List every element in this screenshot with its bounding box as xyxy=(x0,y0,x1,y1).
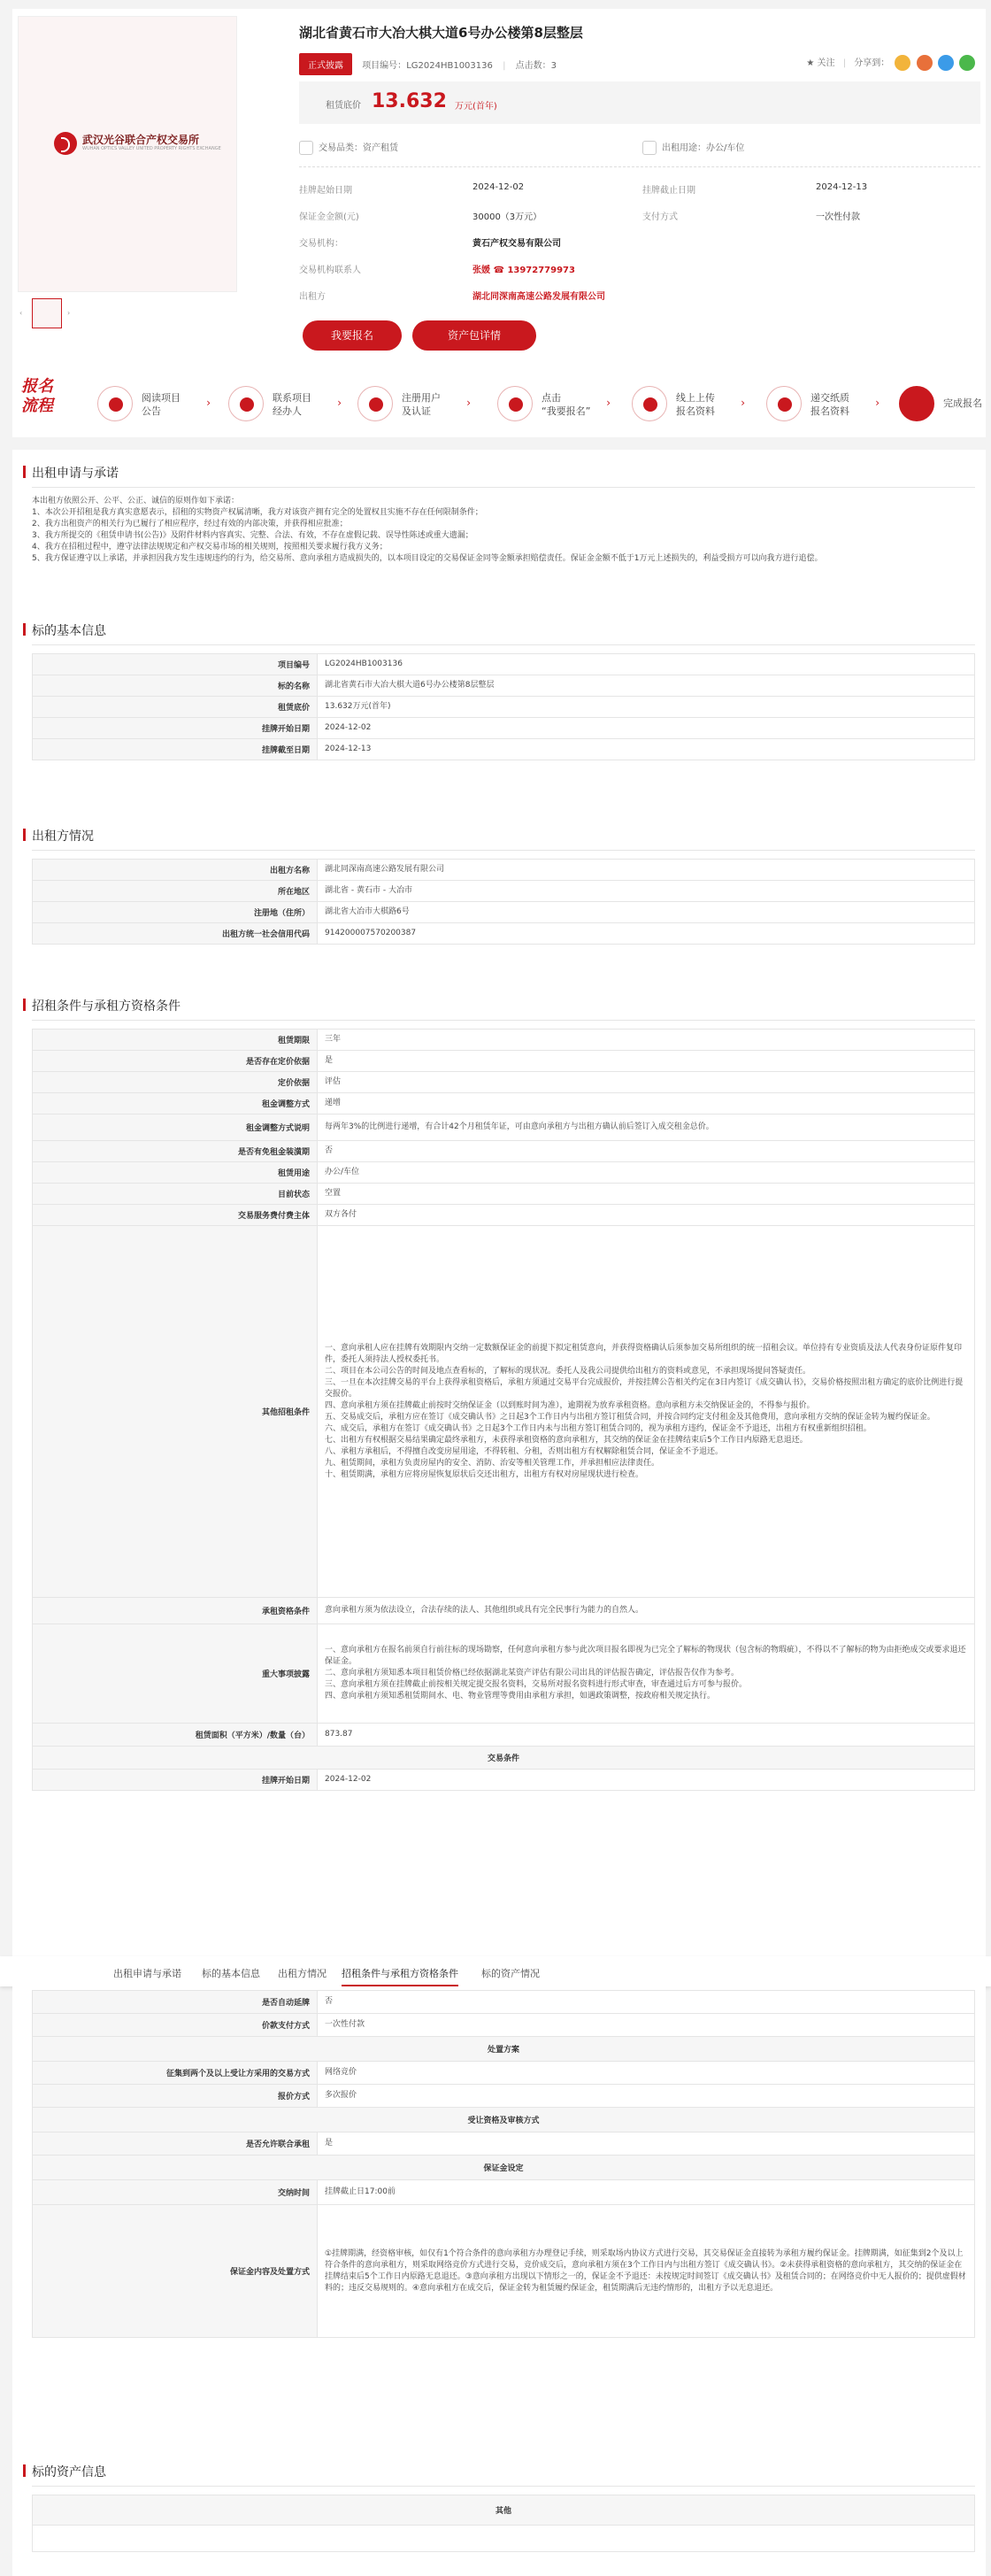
row-value: 一、意向承租人应在挂牌有效期限内交纳一定数额保证金的前提下拟定租赁意向，并获得资格确认后须参加交易所组织的统一招租会议。单位持有专业资质及法人代表身份证原件复印件，委托人须持法人授权委托书。 二、项目在本公司公告的时间及地点查看标的，了解标的现状况。委托人及我公司提供给出租方的资料或意见，不承担现场提问答疑责任。 三、一旦在本次挂牌交易的平台上获得承租资格后，承租方须通过交易平台完成报价，并按挂牌公告相关约定在3日内签订《成交确认书》，交易价格按照出租方确定的底价比例进行提交报价。 四、意向承租方须在挂牌截止前按时交纳保证金（以到账时间为准），逾期视为放弃承租资格。意向承租方未交纳保证金的，不得参与报价。 五、交易成交后，承租方应在签订《成交确认书》之日起3个工作日内与出租方签订租赁合同，并按合同约定支付租金及其他费用，意向承租方交纳的保证金转为履约保证金。 六、成交后，承租方在签订《成交确认书》之日起3个工作日内未与出租方签订租赁合同的，视为承租方违约，保证金不予退还，出租方有权重新组织招租。 七、出租方有权根据交易结果确定最终承租方，未获得承租资格的意向承租方，其交纳的保证金在挂牌结束后5个工作日内原路无息退还。 八、承租方承租后，不得擅自改变房屋用途，不得转租、分租，否则出租方有权解除租赁合同，保证金不予退还。 九、租赁期间，承租方负责房屋内的安全、消防、治安等相关管理工作，并承担相应法律责任。 十、租赁期满，承租方应将房屋恢复原状后交还出租方，出租方有权对房屋现状进行检查。 xyxy=(318,1226,975,1598)
table-row xyxy=(33,2156,975,2180)
divider xyxy=(32,2486,975,2487)
row-value: 湖北同深南高速公路发展有限公司 xyxy=(318,860,975,881)
exchange-logo-icon xyxy=(54,132,77,155)
listing-card xyxy=(12,9,986,372)
meta-line: 正式披露 项目编号：LG2024HB1003136 | 点击数：3 xyxy=(299,53,557,75)
table-row xyxy=(33,739,975,760)
flow-step-contact xyxy=(228,386,342,421)
row-value: 否 xyxy=(318,1141,975,1162)
lessor-heading: 出租方情况 xyxy=(32,827,94,845)
row-value: 空置 xyxy=(318,1184,975,1205)
row-value: 873.87 xyxy=(318,1724,975,1747)
row-value: 网络竞价 xyxy=(318,2062,975,2085)
table-row xyxy=(33,2062,975,2085)
check-icon xyxy=(899,386,934,421)
deposit-header: 保证金设定 xyxy=(33,2156,975,2180)
basic-info-table xyxy=(32,653,975,760)
click-icon xyxy=(497,386,533,421)
asset-section xyxy=(12,2381,986,2576)
registration-flow xyxy=(12,368,986,437)
contact-value xyxy=(472,262,575,275)
payment-label: 支付方式 xyxy=(642,212,678,222)
flow-step-register xyxy=(357,386,471,421)
table-row xyxy=(33,1598,975,1624)
row-value: 每两年3%的比例进行递增，有合计42个月租赁年证，可由意向承租方与出租方确认前后签订入成交租金总价。 xyxy=(318,1114,975,1141)
basic-info-section xyxy=(12,616,986,802)
row-key: 价款支付方式 xyxy=(33,2014,318,2037)
row-value: 湖北省 - 黄石市 - 大冶市 xyxy=(318,881,975,902)
row-key: 注册地（住所） xyxy=(33,902,318,923)
table-row xyxy=(33,2180,975,2205)
table-row xyxy=(33,2526,975,2552)
exchange-logo-name: 武汉光谷联合产权交易所 xyxy=(82,134,200,146)
row-value: 一、意向承租方在报名前须自行前往标的现场勘察，任何意向承租方参与此次项目报名即视为已完全了解标的物现状（包含标的物瑕疵），不得以不了解标的物为由拒绝成交或要求退还保证金。 二、意向承租方须知悉本项目租赁价格已经依据湖北某资产评估有限公司出具的评估报告确定，评估报告仅作为参考。 三、意向承租方须在挂牌截止前按相关规定提交报名资料，交易所对报名资料进行形式审查，审查通过后方可参与报价。 四、意向承租方须知悉租赁期间水、电、物业管理等费用由承租方承担，如遇政策调整，按政府相关规定执行。 xyxy=(318,1624,975,1724)
row-key: 挂牌开始日期 xyxy=(33,1770,318,1791)
share-tools: ★ 关注 | 分享到： xyxy=(806,55,975,71)
chevron-right-icon: › xyxy=(206,397,211,409)
table-row xyxy=(33,2014,975,2037)
page-title: 湖北省黄石市大冶大棋大道6号办公楼第8层整层 xyxy=(299,25,583,41)
commitment-item: 3、我方所提交的《租赁申请书(公告)》及附件材料内容真实、完整、合法、有效，不存在虚假记载、误导性陈述或重大遗漏； xyxy=(32,531,473,540)
row-key: 租金调整方式 xyxy=(33,1093,318,1114)
table-row xyxy=(33,718,975,739)
row-value: 挂牌截止日17:00前 xyxy=(318,2180,975,2205)
row-value: 13.632万元(首年) xyxy=(318,697,975,718)
row-key: 标的名称 xyxy=(33,675,318,697)
weibo-icon[interactable] xyxy=(917,55,933,71)
use-icon xyxy=(642,141,657,155)
table-row xyxy=(33,1226,975,1598)
row-key: 交纳时间 xyxy=(33,2180,318,2205)
step-3-line-2: 及认证 xyxy=(402,405,431,417)
row-key: 出租方统一社会信用代码 xyxy=(33,923,318,945)
category xyxy=(299,140,398,155)
qq-icon[interactable] xyxy=(938,55,954,71)
commitment-item: 1、本次公开招租是我方真实意愿表示，招租的实物资产权属清晰，我方对该资产拥有完全的处置权且实施不存在任何限制条件； xyxy=(32,508,483,517)
tab-asset[interactable]: 标的资产情况 xyxy=(481,1968,540,1979)
step-7-line-1: 完成报名 xyxy=(943,397,982,409)
qzone-icon[interactable] xyxy=(895,55,910,71)
eye-icon xyxy=(97,386,133,421)
tab-basic-info[interactable]: 标的基本信息 xyxy=(202,1968,260,1979)
document-icon xyxy=(766,386,802,421)
step-5-line-2: 报名资料 xyxy=(676,405,715,417)
row-key: 是否允许联合承租 xyxy=(33,2133,318,2156)
table-row xyxy=(33,1184,975,1205)
lessor-table xyxy=(32,859,975,945)
chevron-right-icon: › xyxy=(875,397,880,409)
row-key: 租赁面积（平方米）/数量（台） xyxy=(33,1724,318,1747)
project-no-label: 项目编号： xyxy=(362,61,407,71)
disposal-header: 处置方案 xyxy=(33,2037,975,2062)
basic-info-heading: 标的基本信息 xyxy=(32,621,106,639)
asset-heading: 标的资产信息 xyxy=(32,2463,106,2480)
trading-table xyxy=(32,1990,975,2338)
row-value: 914200007570200387 xyxy=(318,923,975,945)
divider xyxy=(32,487,975,488)
table-row xyxy=(33,860,975,881)
table-row xyxy=(33,1162,975,1184)
step-4-line-2: “我要报名” xyxy=(542,405,591,417)
prev-arrow-icon[interactable]: ‹ xyxy=(19,309,23,317)
conditions-heading: 招租条件与承租方资格条件 xyxy=(32,997,181,1014)
trading-conditions-header: 交易条件 xyxy=(33,1747,975,1770)
price-unit: 万元(首年) xyxy=(455,102,497,112)
commitment-heading: 出租申请与承诺 xyxy=(32,464,119,482)
phone-icon xyxy=(228,386,264,421)
row-value: 2024-12-02 xyxy=(318,718,975,739)
row-key: 是否自动延牌 xyxy=(33,1991,318,2014)
flow-step-submit-paper xyxy=(766,386,880,421)
table-row xyxy=(33,1991,975,2014)
lessor-section xyxy=(12,802,986,970)
tab-conditions[interactable]: 招租条件与承租方资格条件 xyxy=(342,1966,458,1986)
divider xyxy=(32,644,975,645)
category-icon xyxy=(299,141,313,155)
table-row xyxy=(33,1205,975,1226)
conditions-table xyxy=(32,1029,975,1791)
row-value: 湖北省大冶市大棋路6号 xyxy=(318,902,975,923)
use-value: 办公/车位 xyxy=(706,143,745,153)
commitment-intro: 本出租方依照公开、公平、公正、诚信的原则作如下承诺： xyxy=(32,497,240,505)
trading-conditions-section xyxy=(12,1986,986,2381)
step-4-line-1: 点击 xyxy=(542,392,561,404)
asset-other-header: 其他 xyxy=(33,2495,975,2526)
table-row xyxy=(33,1747,975,1770)
flow-step-complete xyxy=(899,386,984,421)
divider xyxy=(32,850,975,851)
table-row xyxy=(33,902,975,923)
table-row xyxy=(33,1114,975,1141)
payment-value: 一次性付款 xyxy=(816,212,860,222)
step-1-line-2: 公告 xyxy=(142,405,161,417)
use-label: 出租用途： xyxy=(662,143,706,153)
flow-step-click-apply xyxy=(497,386,611,421)
category-value: 资产租赁 xyxy=(363,143,398,153)
chevron-right-icon: › xyxy=(606,397,611,409)
step-3-line-1: 注册用户 xyxy=(402,392,441,404)
row-value: 是 xyxy=(318,2133,975,2156)
row-value: 办公/车位 xyxy=(318,1162,975,1184)
flow-step-read xyxy=(97,386,211,421)
star-icon[interactable]: ★ xyxy=(806,58,815,68)
row-key: 目前状态 xyxy=(33,1184,318,1205)
rental-use xyxy=(642,140,744,155)
table-row xyxy=(33,2133,975,2156)
row-value: 2024-12-13 xyxy=(318,739,975,760)
step-1-line-1: 阅读项目 xyxy=(142,392,181,404)
row-key: 挂牌截至日期 xyxy=(33,739,318,760)
asset-empty-cell xyxy=(33,2526,975,2552)
price-box xyxy=(299,81,980,124)
table-row xyxy=(33,1770,975,1791)
table-row xyxy=(33,2108,975,2133)
listing-image[interactable] xyxy=(18,16,237,292)
row-key: 项目编号 xyxy=(33,654,318,675)
step-6-line-1: 递交纸质 xyxy=(810,392,849,404)
row-value: LG2024HB1003136 xyxy=(318,654,975,675)
next-arrow-icon[interactable]: › xyxy=(67,309,71,317)
chevron-right-icon: › xyxy=(337,397,342,409)
lessor-value: 湖北同深南高速公路发展有限公司 xyxy=(472,292,605,302)
commitment-item: 4、我方在招租过程中，遵守法律法规规定和产权交易市场的相关规则，按照相关要求履行我方义务； xyxy=(32,543,388,551)
table-row xyxy=(33,1141,975,1162)
step-5-line-1: 线上上传 xyxy=(676,392,715,404)
commitment-text xyxy=(32,496,975,565)
table-row xyxy=(33,697,975,718)
table-row xyxy=(33,1072,975,1093)
exchange-logo-subtitle: WUHAN OPTICS VALLEY UNITED PROPERTY RIGHTS EXCHANGE xyxy=(82,146,221,151)
table-row xyxy=(33,2495,975,2526)
step-2-line-2: 经办人 xyxy=(273,405,302,417)
row-key: 其他招租条件 xyxy=(33,1226,318,1598)
price-value: 13.632 xyxy=(372,90,447,112)
row-key: 挂牌开始日期 xyxy=(33,718,318,739)
row-value: 湖北省黄石市大冶大棋大道6号办公楼第8层整层 xyxy=(318,675,975,697)
thumbnail[interactable] xyxy=(32,298,62,328)
row-value: 否 xyxy=(318,1991,975,2014)
project-no: LG2024HB1003136 xyxy=(406,61,493,71)
row-key: 租赁期限 xyxy=(33,1030,318,1051)
hits-label: 点击数： xyxy=(515,61,551,71)
row-value: 评估 xyxy=(318,1072,975,1093)
apply-button[interactable]: 我要报名 xyxy=(303,320,402,351)
flow-step-upload xyxy=(632,386,745,421)
row-value: 递增 xyxy=(318,1093,975,1114)
phone-icon: ☎ xyxy=(493,266,504,275)
row-key: 交易服务费付费主体 xyxy=(33,1205,318,1226)
register-icon xyxy=(357,386,393,421)
table-row xyxy=(33,654,975,675)
row-key: 所在地区 xyxy=(33,881,318,902)
status-badge: 正式披露 xyxy=(299,53,352,75)
row-value: 三年 xyxy=(318,1030,975,1051)
step-6-line-2: 报名资料 xyxy=(810,405,849,417)
row-value: 是 xyxy=(318,1051,975,1072)
table-row xyxy=(33,675,975,697)
listing-end-value: 2024-12-13 xyxy=(816,182,868,192)
row-value: ①挂牌期满，经资格审核，如仅有1个符合条件的意向承租方办理登记手续，则采取场内协议方式进行交易，其交易保证金直接转为承租方履约保证金。挂牌期满，如征集到2个及以上符合条件的意向承租方，则采取网络竞价方式进行交易，竞价成交后，意向承租方须在3个工作日内与出租方签订《成交确认书》。②未获得承租资格的意向承租方，其交纳的保证金在挂牌结束后5个工作日内原路无息退还。③意向承租方出现以下情形之一的，保证金不予退还：未按规定时间签订《成交确认书》及租赁合同的；在网络竞价中无人报价的；提供虚假材料的；违反交易规则的。④意向承租方在成交后，保证金转为租赁履约保证金，租赁期满后无违约情形的，出租方予以无息退还。 xyxy=(318,2205,975,2338)
org-value: 黄石产权交易有限公司 xyxy=(472,239,561,249)
table-row xyxy=(33,1051,975,1072)
thumbnail-strip xyxy=(18,298,237,328)
share-label: 分享到： xyxy=(854,58,890,68)
divider xyxy=(32,1020,975,1021)
deposit-value: 30000（3万元） xyxy=(472,212,542,222)
listing-start-label: 挂牌起始日期 xyxy=(299,186,352,196)
tab-commitment[interactable]: 出租申请与承诺 xyxy=(113,1968,181,1979)
row-value: 2024-12-02 xyxy=(318,1770,975,1791)
table-row xyxy=(33,1030,975,1051)
table-row xyxy=(33,923,975,945)
flow-title xyxy=(21,377,53,416)
table-row xyxy=(33,1624,975,1724)
upload-icon xyxy=(632,386,667,421)
flow-title-line-2: 流程 xyxy=(21,397,53,415)
row-key: 定价依据 xyxy=(33,1072,318,1093)
contact-name: 张媛 xyxy=(472,266,490,275)
row-value: 一次性付款 xyxy=(318,2014,975,2037)
row-value: 双方各付 xyxy=(318,1205,975,1226)
step-2-line-1: 联系项目 xyxy=(273,392,311,404)
wechat-icon[interactable] xyxy=(959,55,975,71)
table-row xyxy=(33,1724,975,1747)
section-tabs xyxy=(0,1956,991,1986)
approval-header: 受让资格及审核方式 xyxy=(33,2108,975,2133)
category-label: 交易品类： xyxy=(319,143,363,153)
flow-title-line-1: 报名 xyxy=(21,377,53,396)
lessor-label: 出租方 xyxy=(299,292,326,302)
commitment-item: 2、我方出租资产的相关行为已履行了相应程序，经过有效的内部决策，并获得相应批准； xyxy=(32,520,348,528)
conditions-section xyxy=(12,970,986,1956)
row-value: 多次报价 xyxy=(318,2085,975,2108)
deposit-label: 保证金金额(元) xyxy=(299,212,359,222)
row-key: 报价方式 xyxy=(33,2085,318,2108)
follow-button[interactable]: 关注 xyxy=(817,58,835,68)
table-row xyxy=(33,2037,975,2062)
row-key: 征集到两个及以上受让方采用的交易方式 xyxy=(33,2062,318,2085)
row-key: 承租资格条件 xyxy=(33,1598,318,1624)
asset-package-button[interactable]: 资产包详情 xyxy=(412,320,536,351)
contact-label: 交易机构联系人 xyxy=(299,266,361,275)
asset-table xyxy=(32,2495,975,2552)
row-key: 出租方名称 xyxy=(33,860,318,881)
row-key: 是否存在定价依据 xyxy=(33,1051,318,1072)
hits-count: 3 xyxy=(550,61,557,71)
listing-start-value: 2024-12-02 xyxy=(472,182,525,192)
table-row xyxy=(33,2205,975,2338)
row-key: 保证金内容及处置方式 xyxy=(33,2205,318,2338)
contact-phone[interactable]: 13972779973 xyxy=(507,266,575,275)
table-row xyxy=(33,881,975,902)
row-key: 租赁底价 xyxy=(33,697,318,718)
chevron-right-icon: › xyxy=(741,397,745,409)
divider xyxy=(299,166,980,167)
row-key: 是否有免租金装潢期 xyxy=(33,1141,318,1162)
row-key: 重大事项披露 xyxy=(33,1624,318,1724)
commitment-section xyxy=(12,450,986,616)
row-key: 租金调整方式说明 xyxy=(33,1114,318,1141)
listing-end-label: 挂牌截止日期 xyxy=(642,186,695,196)
price-label: 租赁底价 xyxy=(326,101,361,111)
row-value: 意向承租方须为依法设立，合法存续的法人、其他组织或具有完全民事行为能力的自然人。 xyxy=(318,1598,975,1624)
row-key: 租赁用途 xyxy=(33,1162,318,1184)
table-row xyxy=(33,2085,975,2108)
tab-lessor[interactable]: 出租方情况 xyxy=(278,1968,326,1979)
commitment-item: 5、我方保证遵守以上承诺，并承担因我方发生违规违约的行为，给交易所、意向承租方造成损失的，以本项目设定的交易保证金同等金额承担赔偿责任。保证金金额不低于1万元上述损失的，利益受损方可以向我方进行追偿。 xyxy=(32,554,823,563)
chevron-right-icon: › xyxy=(466,397,471,409)
table-row xyxy=(33,1093,975,1114)
org-label: 交易机构： xyxy=(299,239,343,249)
